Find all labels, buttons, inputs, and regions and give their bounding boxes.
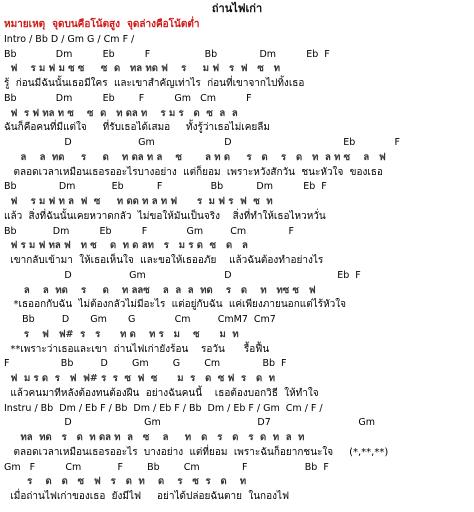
solfege-line: ฟ ม ร ด ร ฟ ฟ# ร ร ซ ฟ ซ ม ร ด ซ ฟ ร ด ท bbox=[4, 373, 276, 384]
chord-line: Bb Dm Eb F Bb Dm Eb F bbox=[4, 48, 330, 60]
solfege-line: ฟ ร ม ฟ ท ล ฟ ซ ท ดด ท ล ท ฟ ร ม ฟ ร ฟ ซ ท bbox=[4, 196, 273, 207]
chord-line: Gm F Cm F Bb Cm F Bb F bbox=[4, 461, 329, 473]
lyric-line: รู้ ก่อนมีฉันนั้นเธอมีใคร และเขาสำคัญเท่าไร ก่อนที่เขาจากไปทิ้งเธอ bbox=[4, 78, 305, 89]
solfege-line: ฟ ร ฟ ทล ท ซ ซ ด ท ดล ท ร ม ร ด ซ ล ล bbox=[4, 107, 238, 119]
lyric-line: *เธออกกับฉัน ไม่ต้องกลัวไม่มีอะไร แต่อยู่กับฉัน แค่เพียงภายนอกแต่ไร้หัวใจ bbox=[4, 299, 347, 311]
lyric-line: แล้ว สิ่งที่ฉันนั้นเคยหวาดกลัว ไม่ขอให้มันเป็นจริง สิ่งที่ทำให้เธอไหวหวั่น bbox=[4, 210, 326, 222]
lyric-line: **เพราะว่าเธอและเขา ถ่านไฟเก่ายังร้อน รอวัน รื้อฟื้น bbox=[4, 343, 270, 355]
chord-line: Bb Dm Eb F Bb Dm Eb F bbox=[4, 181, 327, 193]
lyric-line: ตลอดเวลาเหมือนเธอรออะไร บางอย่าง แต่ที่ยอม เพราะฉันก็อยากชนะใจ (*,**,**) bbox=[4, 446, 389, 458]
chord-line: Bb D Gm G Cm CmM7 Cm7 bbox=[4, 314, 276, 325]
song-title: ถ่านไฟเก่า bbox=[211, 2, 263, 15]
chord-line: D Gm D Eb F bbox=[4, 137, 401, 148]
solfege-line: ล ล ทด ร ด ท ลลซ ล ล ล ทด ร ด ท ทซ ซ ฟ bbox=[4, 284, 316, 296]
solfege-line: ฟ ร ม ฟ ม ซ ซ ซ ด ทล ทด ฟ ร ม ฟ ร ฟ ซ ท bbox=[4, 63, 280, 75]
solfege-line: ทล ทด ร ด ท ดล ท ล ซ ล ท ด ร ด ร ด ท ล ท bbox=[4, 432, 305, 443]
lyric-line: เขากลับเข้ามา ให้เธอเห็นใจ และขอให้เธออภัย แล้วฉันต้องทำอย่างไร bbox=[4, 255, 324, 266]
solfege-line: ร ฟ ฟ# ร ร ท ด ท ร ม ซ ม ท bbox=[4, 328, 239, 340]
lyric-line: ตลอดเวลาเหมือนเธอรออะไรบางอย่าง แต่ก็ยอม เพราะหวังสักวัน ชนะหัวใจ ของเธอ bbox=[4, 166, 383, 178]
lyric-line: แล้วคนมาทีหลังต้องทนต้องฝืน อย่างฉันคนนี้ เธอต้องบอกวิธี ให้ทำใจ bbox=[4, 387, 319, 399]
section-line: Instru / Bb Dm / Eb F / Bb Dm / Eb F / Bb Dm / Eb F / Gm Cm / F / bbox=[4, 402, 323, 414]
chord-line: D Gm D7 Gm bbox=[4, 417, 375, 429]
chord-line: Bb Dm Eb F Gm Cm F bbox=[4, 225, 294, 237]
chord-line: Bb Dm Eb F Gm Cm F bbox=[4, 92, 252, 104]
section-line: Intro / Bb D / Gm G / Cm F / bbox=[4, 33, 135, 45]
solfege-line: ร ด ด ซ ฟ ร ด ท ด ร ซ ร ด ท bbox=[4, 476, 247, 488]
solfege-line: ล ล ทด ร ด ท ดล ท ล ซ ล ท ด ร ด ร ด ท ล ท ซ ล ฟ bbox=[4, 151, 386, 163]
note-line: หมายเหตุ จุดบนคือโน้ตสูง จุดล่างคือโน้ตต่ำ bbox=[4, 19, 200, 30]
chord-line: F Bb D Gm G Cm Bb F bbox=[4, 358, 287, 370]
lyric-line: เมื่อถ่านไฟเก่าของเธอ ยังมีไฟ อย่าได้ปล่อยฉันตาย ในกองไฟ bbox=[4, 491, 290, 502]
lyric-line: ฉันก็คือคนที่มีแต่ใจ ที่รับเธอได้เสมอ ทั้งรู้ว่าเธอไม่เคยลืม bbox=[4, 122, 270, 134]
chord-line: D Gm D Eb F bbox=[4, 269, 361, 281]
solfege-line: ฟ ร ม ฟ ทล ฟ ท ซ ด ท ด ลท ร ม ร ด ซ ด ล bbox=[4, 240, 248, 252]
